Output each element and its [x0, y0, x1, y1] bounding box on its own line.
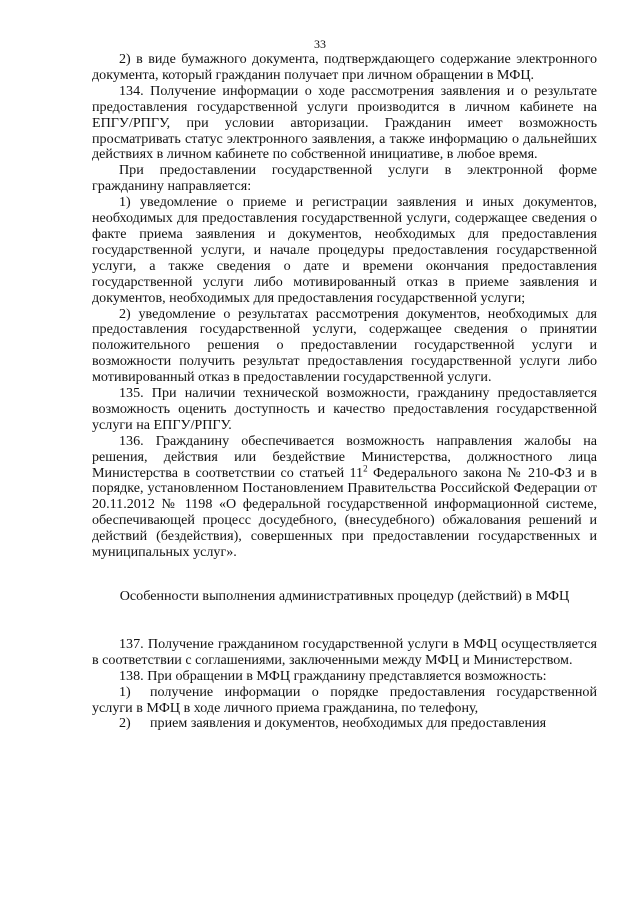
paragraph: При предоставлении государственной услуги в электронной форме гражданину направляется:: [92, 162, 597, 195]
paragraph-136: [92, 434, 597, 561]
paragraph: 135. При наличии технической возможности, гражданину предоставляется возможность оценить доступность и качество предоставления государственной услуги на ЕПГУ/РПГУ.: [92, 385, 597, 433]
paragraph: 137. Получение гражданином государственной услуги в МФЦ осуществляется в соответствии с соглашениями, заключенными между МФЦ и Министерством.: [92, 635, 597, 668]
paragraph: 1) уведомление о приеме и регистрации заявления и иных документов, необходимых для предоставления государственной услуги, содержащее сведения о факте приема заявления и документов, необходимых для предоставления государственной услуги, и начале процедуры предоставления государственной услуги, а также сведения о дате и времени окончания предоставления государственной услуги либо мотивированный отказ в приеме заявления и документов, необходимых для предоставления государственной услуги;: [92, 194, 597, 306]
item-number: 2): [119, 715, 131, 732]
item-number: 1): [119, 683, 131, 700]
paragraph-136-text-b: Федерального закона № 210-ФЗ и в порядке, установленном Постановлением Правительства Российской Федерации от 20.11.2012 № 1198 «О федеральной государственной информационной системе, обеспечивающей процесс досудебного, (внесудебного) обжалования решений и действий (бездействия), совершенных при предоставлении государственных и муниципальных услуг».: [92, 464, 597, 561]
paragraph: 2) уведомление о результатах рассмотрения документов, необходимых для предоставления государственной услуги, содержащее сведения о принятии положительного решения о предоставлении государственной услуги и возможности получить результат предоставления государственной услуги либо мотивированный отказ в предоставлении государственной услуги.: [92, 305, 597, 386]
numbered-item: [92, 716, 597, 732]
document-body: [92, 52, 597, 732]
page-number: 33: [314, 37, 326, 51]
paragraph: 138. При обращении в МФЦ гражданину представляется возможность:: [119, 667, 547, 684]
paragraph: 134. Получение информации о ходе рассмотрения заявления и о результате предоставления государственной услуги производится в личном кабинете на ЕПГУ/РПГУ, при условии авторизации. Гражданин имеет возможность просматривать статус электронного заявления, а также информацию о дальнейших действиях в личном кабинете по собственной инициативе, в любое время.: [92, 82, 597, 163]
section-heading: Особенности выполнения административных процедур (действий) в МФЦ: [119, 588, 570, 604]
item-text: получение информации о порядке предоставления государственной услуги в МФЦ в ходе личного приема гражданина, по телефону,: [92, 683, 597, 716]
paragraph: 2) в виде бумажного документа, подтверждающего содержание электронного документа, который гражданин получает при личном обращении в МФЦ.: [92, 51, 597, 83]
numbered-item: [92, 685, 597, 717]
paragraph-136-text-a: 136. Гражданину обеспечивается возможность направления жалобы на решения, действия или бездействие Министерства, должностного лица Министерства в соответствии со статьей 11: [92, 432, 597, 481]
superscript: 2: [363, 462, 368, 473]
item-text: прием заявления и документов, необходимых для предоставления: [150, 715, 547, 732]
